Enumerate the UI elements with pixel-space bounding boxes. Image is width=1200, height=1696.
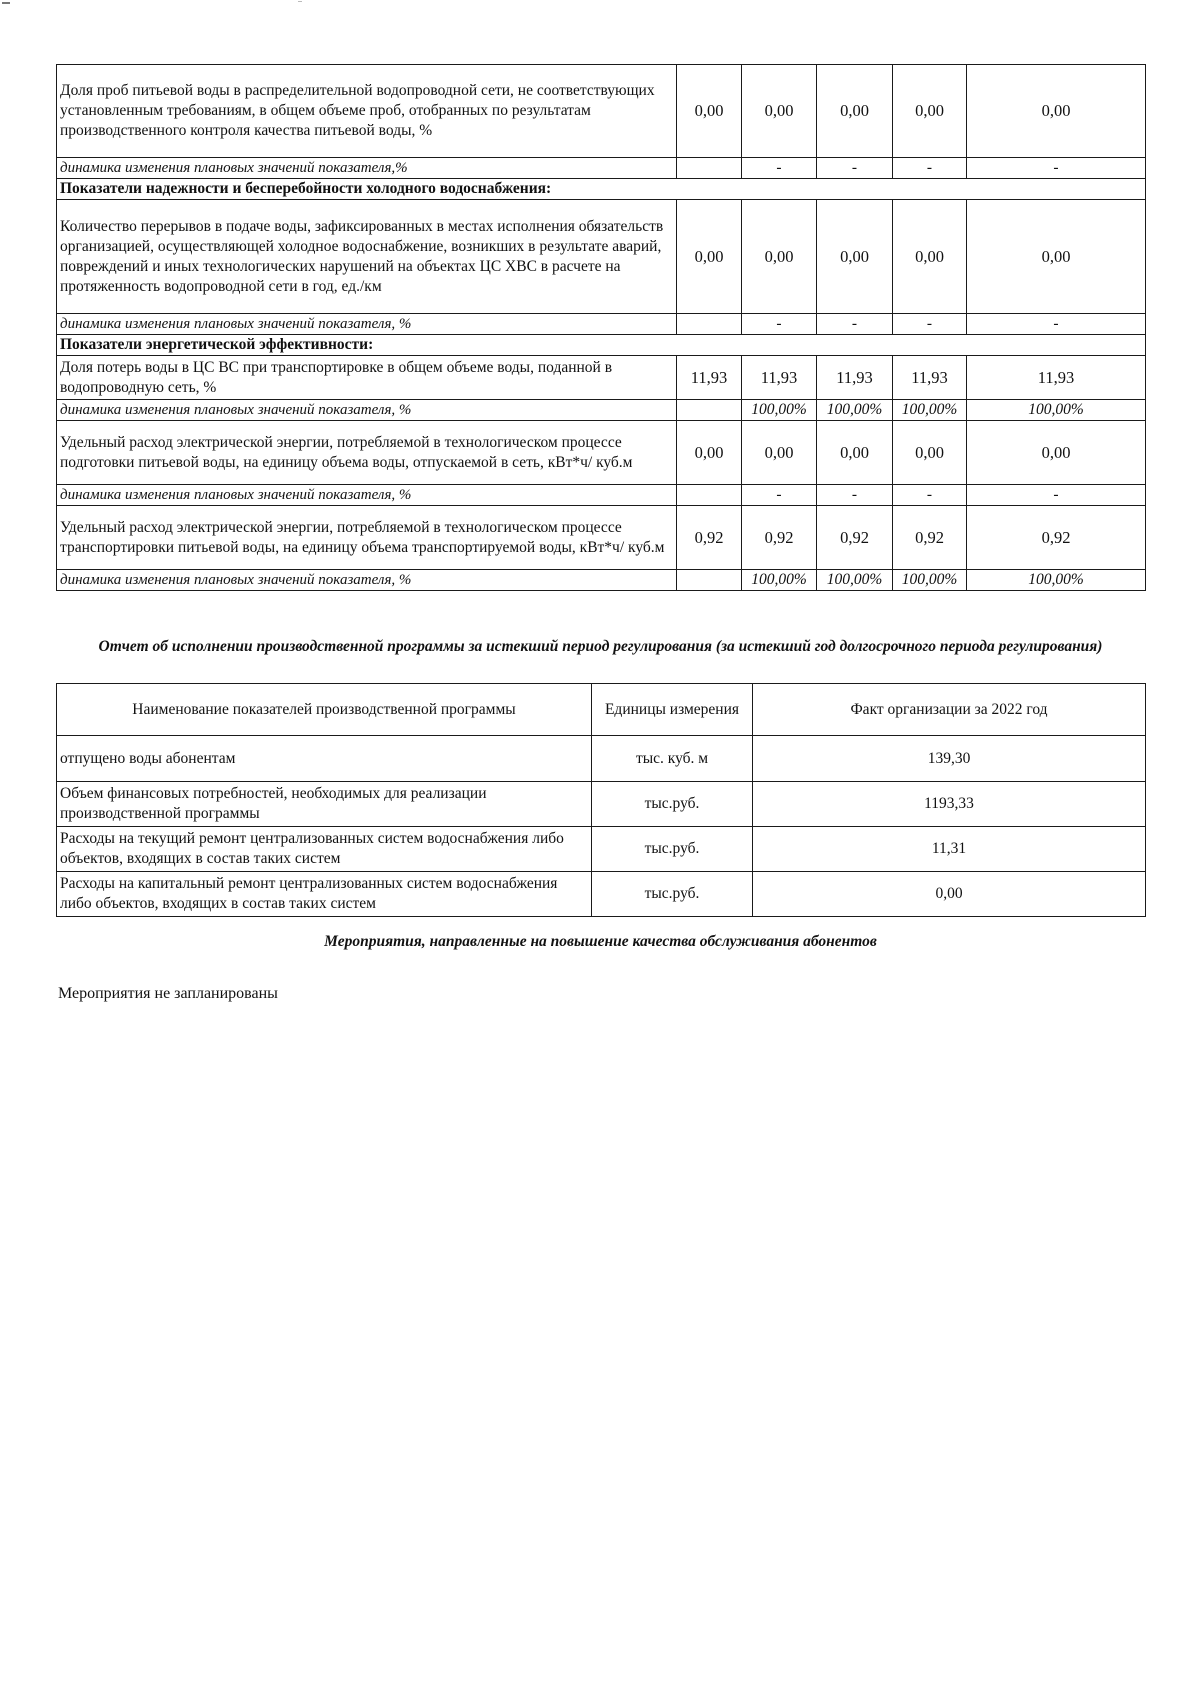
indicator-value: 11,93 [893, 356, 967, 400]
section-heading: Показатели надежности и бесперебойности холодного водоснабжения: [57, 179, 1146, 200]
dynamics-value: 100,00% [967, 570, 1146, 591]
dynamics-value: - [967, 314, 1146, 335]
indicator-value: 0,92 [742, 506, 817, 570]
column-header-fact: Факт организации за 2022 год [753, 684, 1146, 736]
indicator-value: 11,93 [817, 356, 893, 400]
indicators-table [56, 64, 1146, 591]
dynamics-value: - [817, 158, 893, 179]
indicator-value: 0,00 [742, 421, 817, 485]
scan-artifact [2, 2, 10, 4]
dynamics-value: - [742, 314, 817, 335]
dynamics-value: 100,00% [893, 400, 967, 421]
indicator-value: 0,00 [677, 421, 742, 485]
indicator-value: 0,00 [893, 65, 967, 158]
dynamics-value: 100,00% [893, 570, 967, 591]
dynamics-value: - [893, 485, 967, 506]
indicator-label: Удельный расход электрической энергии, потребляемой в технологическом процессе транспортировки питьевой воды, на единицу объема транспортируемой воды, кВт*ч/ куб.м [57, 506, 677, 570]
dynamics-value: 100,00% [742, 570, 817, 591]
indicator-value: 0,92 [817, 506, 893, 570]
indicator-value: 0,00 [677, 200, 742, 314]
indicator-value: 0,00 [817, 421, 893, 485]
dynamics-label: динамика изменения плановых значений показателя, % [57, 314, 677, 335]
dynamics-row [57, 400, 1146, 421]
measures-text: Мероприятия не запланированы [58, 985, 278, 1002]
indicator-row [57, 200, 1146, 314]
indicator-value: 0,92 [677, 506, 742, 570]
indicator-label: Удельный расход электрической энергии, потребляемой в технологическом процессе подготовки питьевой воды, на единицу объема воды, отпускаемой в сеть, кВт*ч/ куб.м [57, 421, 677, 485]
dynamics-value: - [893, 158, 967, 179]
indicator-value: 0,00 [967, 200, 1146, 314]
measures-heading: Мероприятия, направленные на повышение качества обслуживания абонентов [324, 933, 877, 950]
dynamics-value: 100,00% [817, 570, 893, 591]
indicator-label: Доля проб питьевой воды в распределительной водопроводной сети, не соответствующих установленным требованиям, в общем объеме проб, отобранных по результатам производственного контроля качества питьевой воды, % [57, 65, 677, 158]
dynamics-value: - [742, 485, 817, 506]
indicator-value: 0,00 [893, 421, 967, 485]
indicator-value: 0,00 [817, 65, 893, 158]
dynamics-value: - [817, 314, 893, 335]
program-indicator-name: Расходы на капитальный ремонт централизованных систем водоснабжения либо объектов, входящих в состав таких систем [57, 872, 592, 917]
dynamics-value [677, 158, 742, 179]
table-row [57, 872, 1146, 917]
indicator-value: 0,00 [742, 200, 817, 314]
section-heading: Показатели энергетической эффективности: [57, 335, 1146, 356]
dynamics-value [677, 570, 742, 591]
dynamics-row [57, 570, 1146, 591]
table-row [57, 827, 1146, 872]
section-row [57, 179, 1146, 200]
program-indicator-fact: 139,30 [753, 736, 1146, 782]
section-row [57, 335, 1146, 356]
program-indicator-unit: тыс. куб. м [592, 736, 753, 782]
table-row [57, 782, 1146, 827]
program-indicator-unit: тыс.руб. [592, 827, 753, 872]
program-indicator-fact: 11,31 [753, 827, 1146, 872]
report-heading: Отчет об исполнении производственной программы за истекший период регулирования (за истекший год долгосрочного периода регулирования) [98, 638, 1103, 655]
scan-artifact [298, 1, 302, 2]
program-indicator-fact: 0,00 [753, 872, 1146, 917]
indicator-value: 11,93 [742, 356, 817, 400]
dynamics-label: динамика изменения плановых значений показателя,% [57, 158, 677, 179]
column-header-unit: Единицы измерения [592, 684, 753, 736]
dynamics-value: - [893, 314, 967, 335]
dynamics-label: динамика изменения плановых значений показателя, % [57, 570, 677, 591]
program-indicator-unit: тыс.руб. [592, 872, 753, 917]
indicator-row [57, 421, 1146, 485]
program-indicator-unit: тыс.руб. [592, 782, 753, 827]
table-header-row [57, 684, 1146, 736]
production-program-table [56, 683, 1146, 917]
dynamics-row [57, 314, 1146, 335]
indicator-value: 0,00 [893, 200, 967, 314]
dynamics-value: - [967, 485, 1146, 506]
indicator-value: 0,92 [893, 506, 967, 570]
indicator-value: 0,92 [967, 506, 1146, 570]
indicator-value: 0,00 [967, 65, 1146, 158]
dynamics-value [677, 485, 742, 506]
dynamics-value: - [742, 158, 817, 179]
dynamics-row [57, 485, 1146, 506]
table-row [57, 736, 1146, 782]
program-indicator-name: отпущено воды абонентам [57, 736, 592, 782]
indicator-label: Количество перерывов в подаче воды, зафиксированных в местах исполнения обязательств организацией, осуществляющей холодное водоснабжение, возникших в результате аварий, повреждений и иных технологических нарушений на объектах ЦС ХВС в расчете на протяженность водопроводной сети в год, ед./км [57, 200, 677, 314]
dynamics-label: динамика изменения плановых значений показателя, % [57, 485, 677, 506]
program-indicator-name: Объем финансовых потребностей, необходимых для реализации производственной программы [57, 782, 592, 827]
program-indicator-name: Расходы на текущий ремонт централизованных систем водоснабжения либо объектов, входящих в состав таких систем [57, 827, 592, 872]
indicator-value: 11,93 [677, 356, 742, 400]
dynamics-label: динамика изменения плановых значений показателя, % [57, 400, 677, 421]
indicator-value: 0,00 [742, 65, 817, 158]
indicator-value: 0,00 [677, 65, 742, 158]
indicator-value: 0,00 [817, 200, 893, 314]
dynamics-value: - [967, 158, 1146, 179]
indicator-row [57, 506, 1146, 570]
indicator-row [57, 356, 1146, 400]
program-indicator-fact: 1193,33 [753, 782, 1146, 827]
dynamics-value [677, 314, 742, 335]
column-header-name: Наименование показателей производственной программы [57, 684, 592, 736]
dynamics-value: - [817, 485, 893, 506]
dynamics-value: 100,00% [817, 400, 893, 421]
dynamics-value: 100,00% [967, 400, 1146, 421]
dynamics-row [57, 158, 1146, 179]
dynamics-value [677, 400, 742, 421]
indicator-row [57, 65, 1146, 158]
indicator-label: Доля потерь воды в ЦС ВС при транспортировке в общем объеме воды, поданной в водопроводную сеть, % [57, 356, 677, 400]
indicator-value: 11,93 [967, 356, 1146, 400]
indicator-value: 0,00 [967, 421, 1146, 485]
dynamics-value: 100,00% [742, 400, 817, 421]
